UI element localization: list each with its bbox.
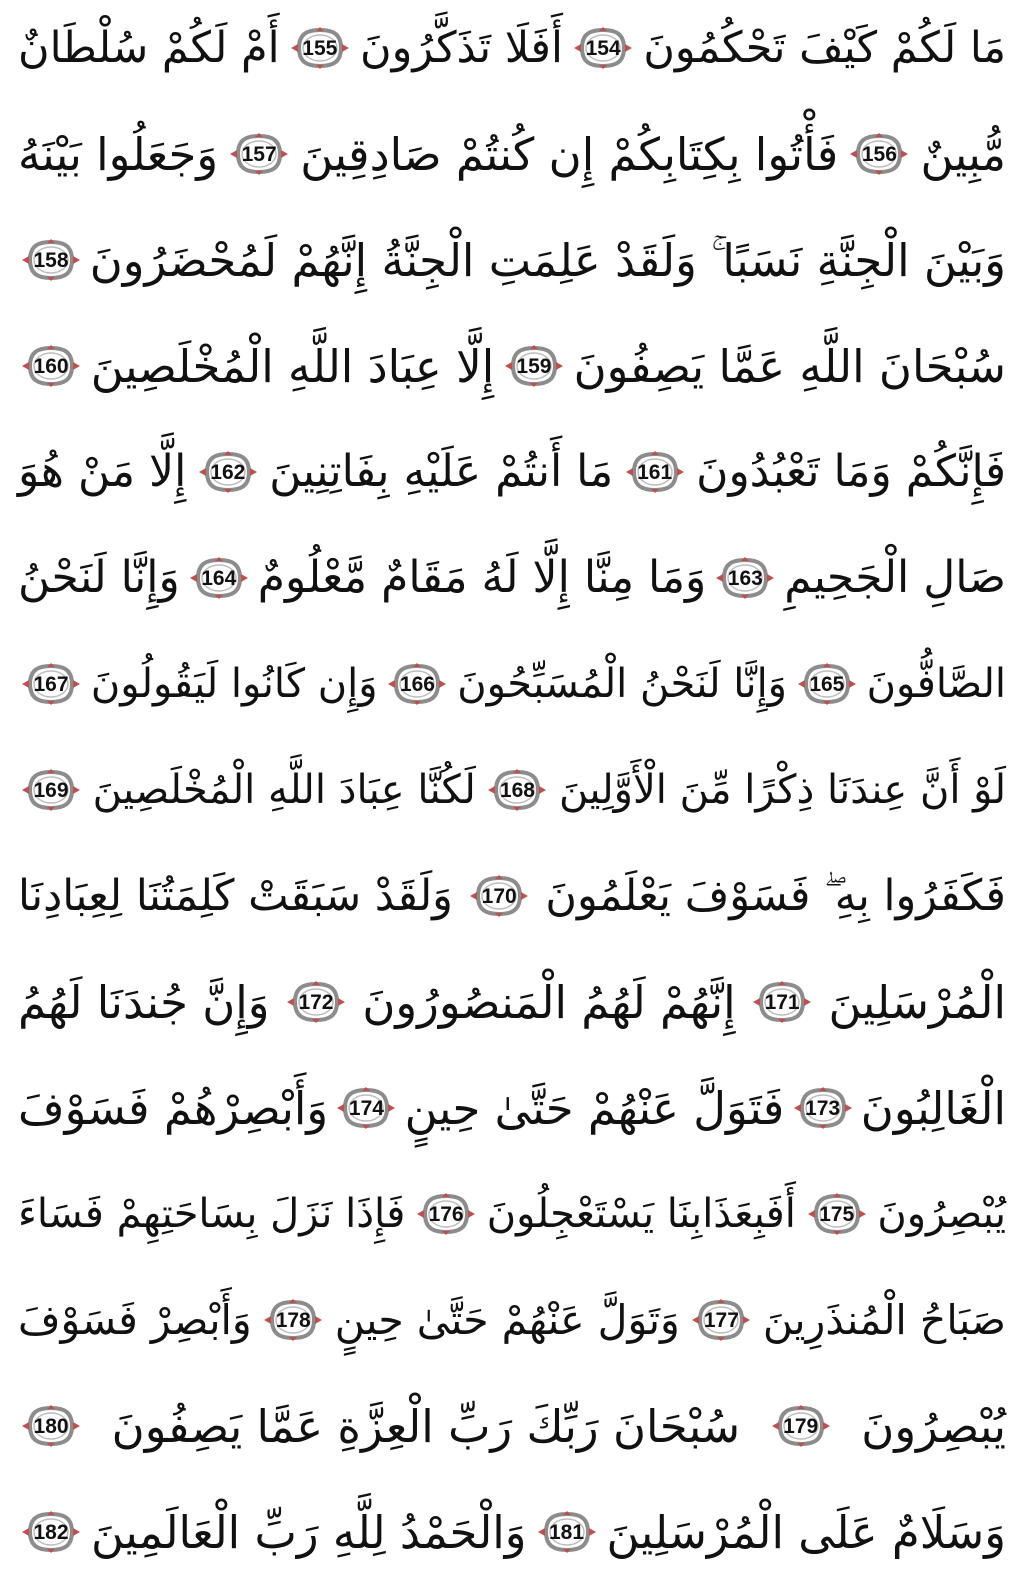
verse-line [16,642,1008,726]
ayah-number: 164 [201,566,237,590]
verse-lines [16,6,1008,1574]
verse-text: إِنَّهُمْ لَهُمُ الْمَنصُورُونَ [362,975,736,1029]
verse-line [16,218,1008,302]
verse-text: مَا أَنتُمْ عَلَيْهِ بِفَاتِنِينَ [269,446,614,497]
verse-text: أَمْ لَكُمْ سُلْطَانٌ [18,22,280,73]
ayah-number-marker [572,26,634,70]
ayah-number-marker [486,768,548,812]
ayah-number-marker [20,238,82,282]
ayah-number-marker [796,662,858,706]
ayah-number-marker [20,768,82,812]
ayah-number: 180 [33,1414,69,1438]
ayah-number-marker [386,662,448,706]
verse-line [16,6,1008,90]
verse-line [16,1278,1008,1362]
ayah-number: 161 [637,460,673,484]
ayah-number-marker [714,556,776,600]
ayah-number: 174 [348,1096,384,1120]
ayah-number-marker [188,556,250,600]
ayah-number: 176 [428,1202,464,1226]
verse-line [16,1172,1008,1256]
verse-text: صَبَاحُ الْمُنذَرِينَ [762,1295,1006,1344]
verse-text: لَكُنَّا عِبَادَ اللَّهِ الْمُخْلَصِينَ [92,767,476,813]
ayah-number: 170 [481,884,517,908]
verse-text: وَتَوَلَّ عَنْهُمْ حَتَّىٰ حِينٍ [334,1295,680,1344]
verse-text: وَإِن كَانُوا لَيَقُولُونَ [90,661,378,707]
ayah-number-marker [848,132,910,176]
ayah-number: 167 [33,672,69,696]
verse-text: وَلَقَدْ سَبَقَتْ كَلِمَتُنَا لِعِبَادِنَا [18,870,453,921]
verse-text: إِلَّا عِبَادَ اللَّهِ الْمُخْلَصِينَ [90,339,495,393]
ayah-number: 181 [549,1520,585,1544]
verse-text: فَإِذَا نَزَلَ بِسَاحَتِهِمْ فَسَاءَ [18,1191,406,1237]
ayah-number-marker [624,450,686,494]
verse-text: مُّبِينٌ [920,127,1006,181]
verse-text: وَأَبْصِرْهُمْ فَسَوْفَ [18,1081,329,1135]
ayah-number: 172 [298,990,334,1014]
ayah-number: 182 [33,1520,69,1544]
ayah-number: 163 [727,566,763,590]
verse-text: يُبْصِرُونَ [861,1399,1006,1453]
verse-line [16,960,1008,1044]
ayah-number: 158 [33,248,69,272]
verse-text: وَالْحَمْدُ لِلَّهِ رَبِّ الْعَالَمِينَ [90,1505,527,1559]
ayah-number: 166 [399,672,435,696]
ayah-number: 162 [210,460,246,484]
verse-text: الْمُرْسَلِينَ [828,975,1006,1029]
verse-text: وَإِنَّا لَنَحْنُ الْمُسَبِّحُونَ [457,661,787,707]
verse-text: وَسَلَامٌ عَلَى الْمُرْسَلِينَ [606,1505,1006,1559]
ayah-number-marker [20,1404,82,1448]
ayah-number-marker [335,1086,397,1130]
verse-line [16,112,1008,196]
verse-text: سُبْحَانَ رَبِّكَ رَبِّ الْعِزَّةِ عَمَّا يَصِفُونَ [111,1399,741,1453]
verse-line [16,430,1008,514]
verse-text: وَإِنَّ جُندَنَا لَهُمُ [18,975,270,1029]
verse-text: وَأَبْصِرْ فَسَوْفَ [18,1295,252,1344]
verse-line [16,748,1008,832]
ayah-number-marker [751,980,813,1024]
ayah-number: 168 [499,778,535,802]
ayah-number: 155 [302,36,338,60]
ayah-number: 157 [241,142,277,166]
ayah-number-marker [536,1510,598,1554]
verse-text: الصَّافُّونَ [866,661,1006,707]
ayah-number: 178 [275,1308,311,1332]
ayah-number-marker [197,450,259,494]
ayah-number-marker [20,1510,82,1554]
ayah-number-marker [690,1298,752,1342]
verse-text: فَكَفَرُوا بِهِ ۖ فَسَوْفَ يَعْلَمُونَ [545,870,1006,921]
ayah-number-marker [503,344,565,388]
verse-text: صَالِ الْجَحِيمِ [784,552,1006,603]
ayah-number-marker [228,132,290,176]
ayah-number-marker [20,662,82,706]
verse-text: وَبَيْنَ الْجِنَّةِ نَسَبًا ۚ وَلَقَدْ عَلِمَتِ الْجِنَّةُ إِنَّهُمْ لَمُحْضَرُونَ [89,233,1006,287]
verse-text: أَفَلَا تَذَكَّرُونَ [360,22,563,73]
verse-text: إِلَّا مَنْ هُوَ [18,446,187,497]
ayah-number-marker [20,344,82,388]
verse-text: فَإِنَّكُمْ وَمَا تَعْبُدُونَ [696,446,1006,497]
verse-text: فَأْتُوا بِكِتَابِكُمْ إِن كُنتُمْ صَادِقِينَ [300,127,839,181]
ayah-number: 154 [585,36,621,60]
ayah-number: 177 [703,1308,739,1332]
verse-text: أَفَبِعَذَابِنَا يَسْتَعْجِلُونَ [486,1191,796,1237]
ayah-number-marker [285,980,347,1024]
verse-text: الْغَالِبُونَ [860,1081,1006,1135]
verse-line [16,1066,1008,1150]
ayah-number: 169 [33,778,69,802]
verse-text: لَوْ أَنَّ عِندَنَا ذِكْرًا مِّنَ الْأَوَّلِينَ [558,767,1006,813]
ayah-number: 175 [819,1202,855,1226]
verse-text: يُبْصِرُونَ [877,1191,1006,1237]
ayah-number: 171 [764,990,800,1014]
verse-line [16,1490,1008,1574]
verse-line [16,1384,1008,1468]
ayah-number-marker [415,1192,477,1236]
verse-text: وَمَا مِنَّا إِلَّا لَهُ مَقَامٌ مَّعْلُومٌ [257,552,707,603]
ayah-number: 179 [783,1414,819,1438]
ayah-number-marker [806,1192,868,1236]
verse-line [16,324,1008,408]
ayah-number-marker [262,1298,324,1342]
ayah-number: 160 [33,354,69,378]
ayah-number-marker [468,874,530,918]
verse-line [16,536,1008,620]
verse-text: فَتَوَلَّ عَنْهُمْ حَتَّىٰ حِينٍ [404,1081,785,1135]
verse-text: سُبْحَانَ اللَّهِ عَمَّا يَصِفُونَ [573,339,1006,393]
verse-text: وَجَعَلُوا بَيْنَهُ [18,127,219,181]
verse-text: وَإِنَّا لَنَحْنُ [18,552,180,603]
ayah-number: 156 [861,142,897,166]
verse-line [16,854,1008,938]
ayah-number: 165 [809,672,845,696]
ayah-number-marker [770,1404,832,1448]
ayah-number-marker [289,26,351,70]
ayah-number: 173 [805,1096,841,1120]
verse-text: مَا لَكُمْ كَيْفَ تَحْكُمُونَ [643,22,1006,73]
ayah-number-marker [792,1086,854,1130]
ayah-number: 159 [516,354,552,378]
